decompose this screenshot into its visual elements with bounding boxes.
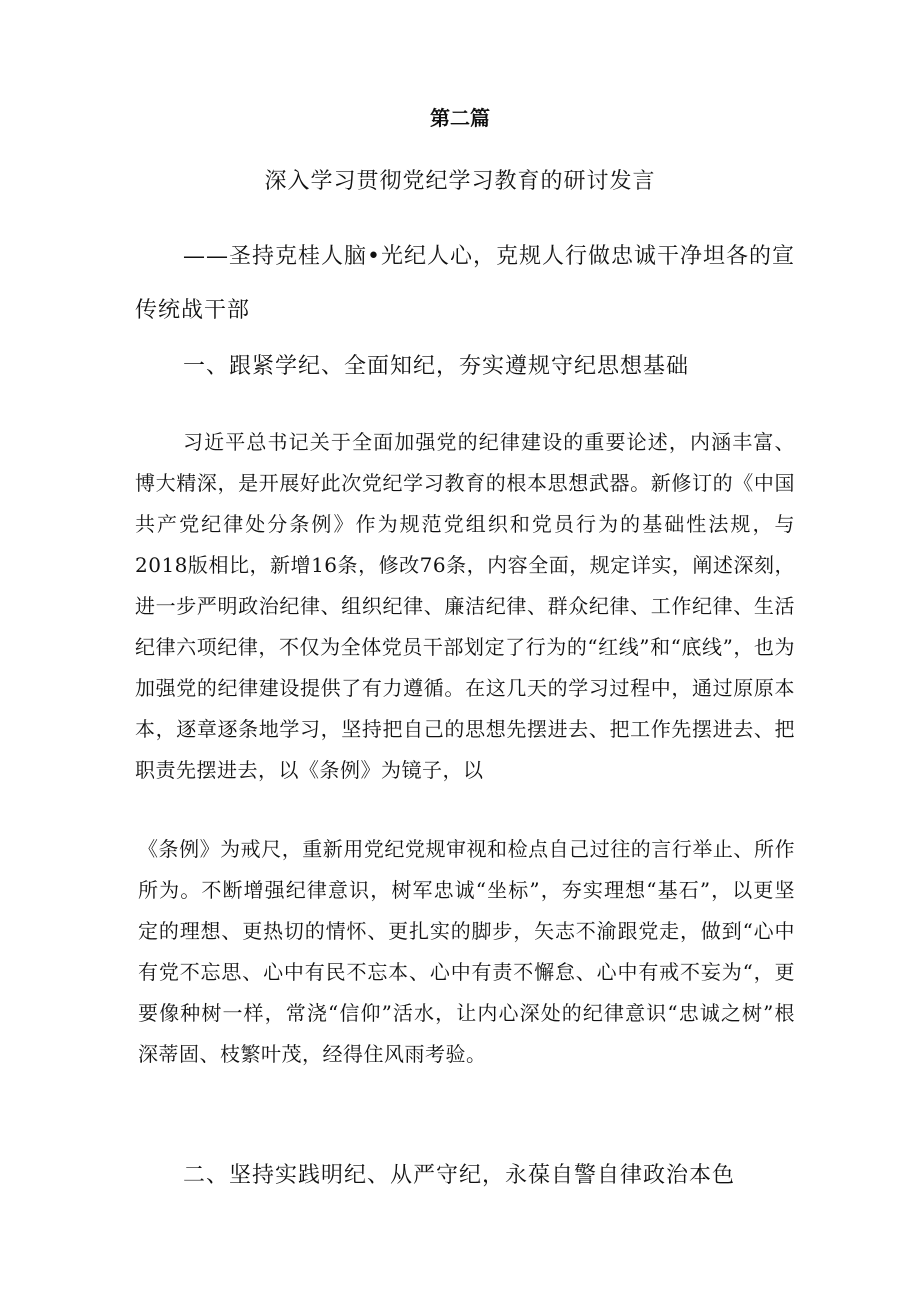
part-title: 第二篇 (430, 106, 490, 130)
document-title: 深入学习贯彻党纪学习教育的研讨发言 (264, 169, 656, 194)
section-heading-1: 一、跟紧学纪、全面知纪，夯实遵规守纪思想基础 (183, 354, 690, 379)
body-paragraph-2: 《条例》为戒尺，重新用党纪党规审视和检点自己过往的言行举止、所作所为。不断增强纪律意识，树军忠诚“坐标”，夯实理想“基石”，以更坚定的理想、更热切的情怀、更扎实的脚步，矢志不渝跟党走，做到“心中有党不忘思、心中有民不忘本、心中有责不懈怠、心中有戒不妄为“，更要像种树一样，常浇“信仰”活水，让内心深处的纪律意识“忠诚之树”根深蒂固、枝繁叶茂，经得住风雨考验。 (138, 837, 795, 1066)
section-heading-2: 二、坚持实践明纪、从严守纪，永葆自警自律政治本色 (183, 1163, 736, 1188)
document-subtitle: ——圣持克桂人脑•光纪人心，克规人行做忠诚干净坦各的宣传统战干部 (135, 244, 795, 323)
body-paragraph-1: 习近平总书记关于全面加强党的纪律建设的重要论述，内涵丰富、博大精深，是开展好此次党纪学习教育的根本思想武器。新修订的《中国共产党纪律处分条例》作为规范党组织和党员行为的基础性法规，与2018版相比，新增16条，修改76条，内容全面，规定详实，阐述深刻，进一步严明政治纪律、组织纪律、廉洁纪律、群众纪律、工作纪律、生活纪律六项纪律，不仅为全体党员干部划定了行为的“红线”和“底线”，也为加强党的纪律建设提供了有力遵循。在这几天的学习过程中，通过原原本本，逐章逐条地学习，坚持把自己的思想先摆进去、把工作先摆进去、把职责先摆进去，以《条例》为镜子，以 (135, 430, 795, 782)
